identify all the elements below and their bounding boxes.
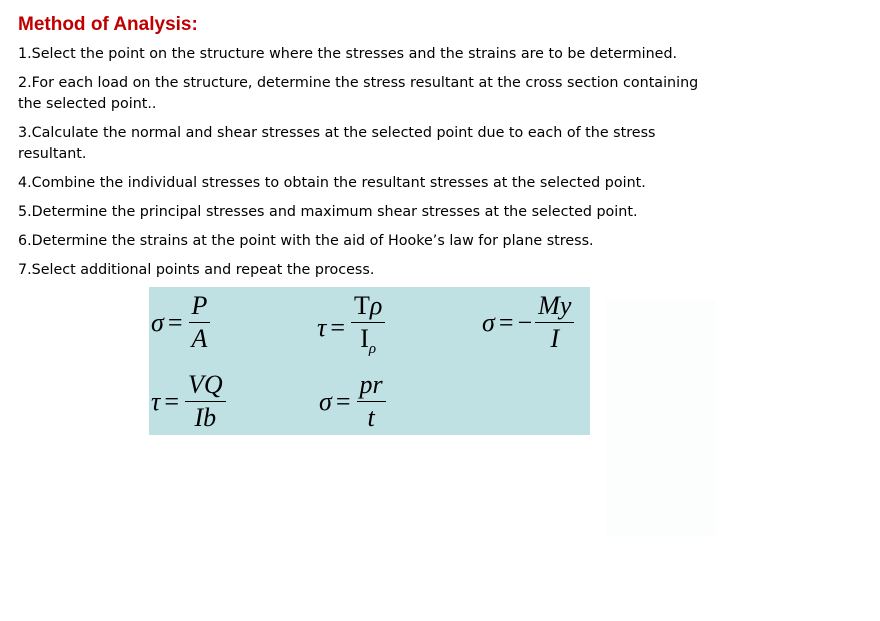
- minus-sign: −: [517, 307, 533, 337]
- equals-sign: =: [164, 386, 179, 416]
- equals-sign: =: [335, 386, 351, 416]
- equals-sign: =: [498, 307, 514, 337]
- numerator-torque: T: [353, 291, 370, 320]
- formula-lhs: σ: [151, 307, 164, 337]
- slide-title: Method of Analysis:: [18, 14, 198, 35]
- step-2: 2.For each load on the structure, determine the stress resultant at the cross section containing the selected point..: [18, 75, 699, 112]
- bending-stress-formula: [482, 291, 574, 354]
- numerator-rho: ρ: [369, 291, 383, 320]
- method-steps-list: [18, 44, 718, 289]
- step-1: 1.Select the point on the structure where the stresses and the strains are to be determined.: [18, 46, 678, 62]
- numerator: P: [189, 291, 211, 323]
- numerator: My: [535, 291, 574, 323]
- formula-lhs: σ: [482, 307, 495, 337]
- transverse-shear-formula: [151, 370, 226, 433]
- numerator: pr: [357, 370, 386, 402]
- torsion-stress-formula: [317, 291, 385, 364]
- faint-background-panel: [606, 300, 716, 536]
- formula-box: [149, 287, 590, 435]
- numerator: VQ: [185, 370, 226, 402]
- formula-lhs: τ: [151, 386, 161, 416]
- pressure-vessel-formula: [319, 370, 386, 433]
- step-3: 3.Calculate the normal and shear stresses at the selected point due to each of the stress resultant.: [18, 125, 656, 162]
- step-5: 5.Determine the principal stresses and maximum shear stresses at the selected point.: [18, 204, 638, 220]
- denominator: Ib: [194, 403, 217, 432]
- denominator: I: [550, 324, 560, 353]
- fraction: [185, 370, 226, 433]
- step-7: 7.Select additional points and repeat the process.: [18, 262, 375, 278]
- denominator-subscript: ρ: [368, 341, 377, 357]
- step-6: 6.Determine the strains at the point with the aid of Hooke’s law for plane stress.: [18, 233, 594, 249]
- formula-lhs: σ: [319, 386, 332, 416]
- formula-lhs: τ: [317, 312, 327, 342]
- step-4: 4.Combine the individual stresses to obtain the resultant stresses at the selected point.: [18, 175, 646, 191]
- numerator: [351, 291, 385, 323]
- denominator-inertia: I: [360, 324, 369, 353]
- equals-sign: =: [167, 307, 183, 337]
- denominator: [357, 323, 379, 364]
- fraction: [351, 291, 385, 364]
- fraction: [357, 370, 386, 433]
- fraction: [189, 291, 211, 354]
- equals-sign: =: [330, 312, 345, 342]
- axial-stress-formula: [151, 291, 210, 354]
- denominator: t: [367, 403, 375, 432]
- denominator: A: [191, 324, 208, 353]
- fraction: [535, 291, 574, 354]
